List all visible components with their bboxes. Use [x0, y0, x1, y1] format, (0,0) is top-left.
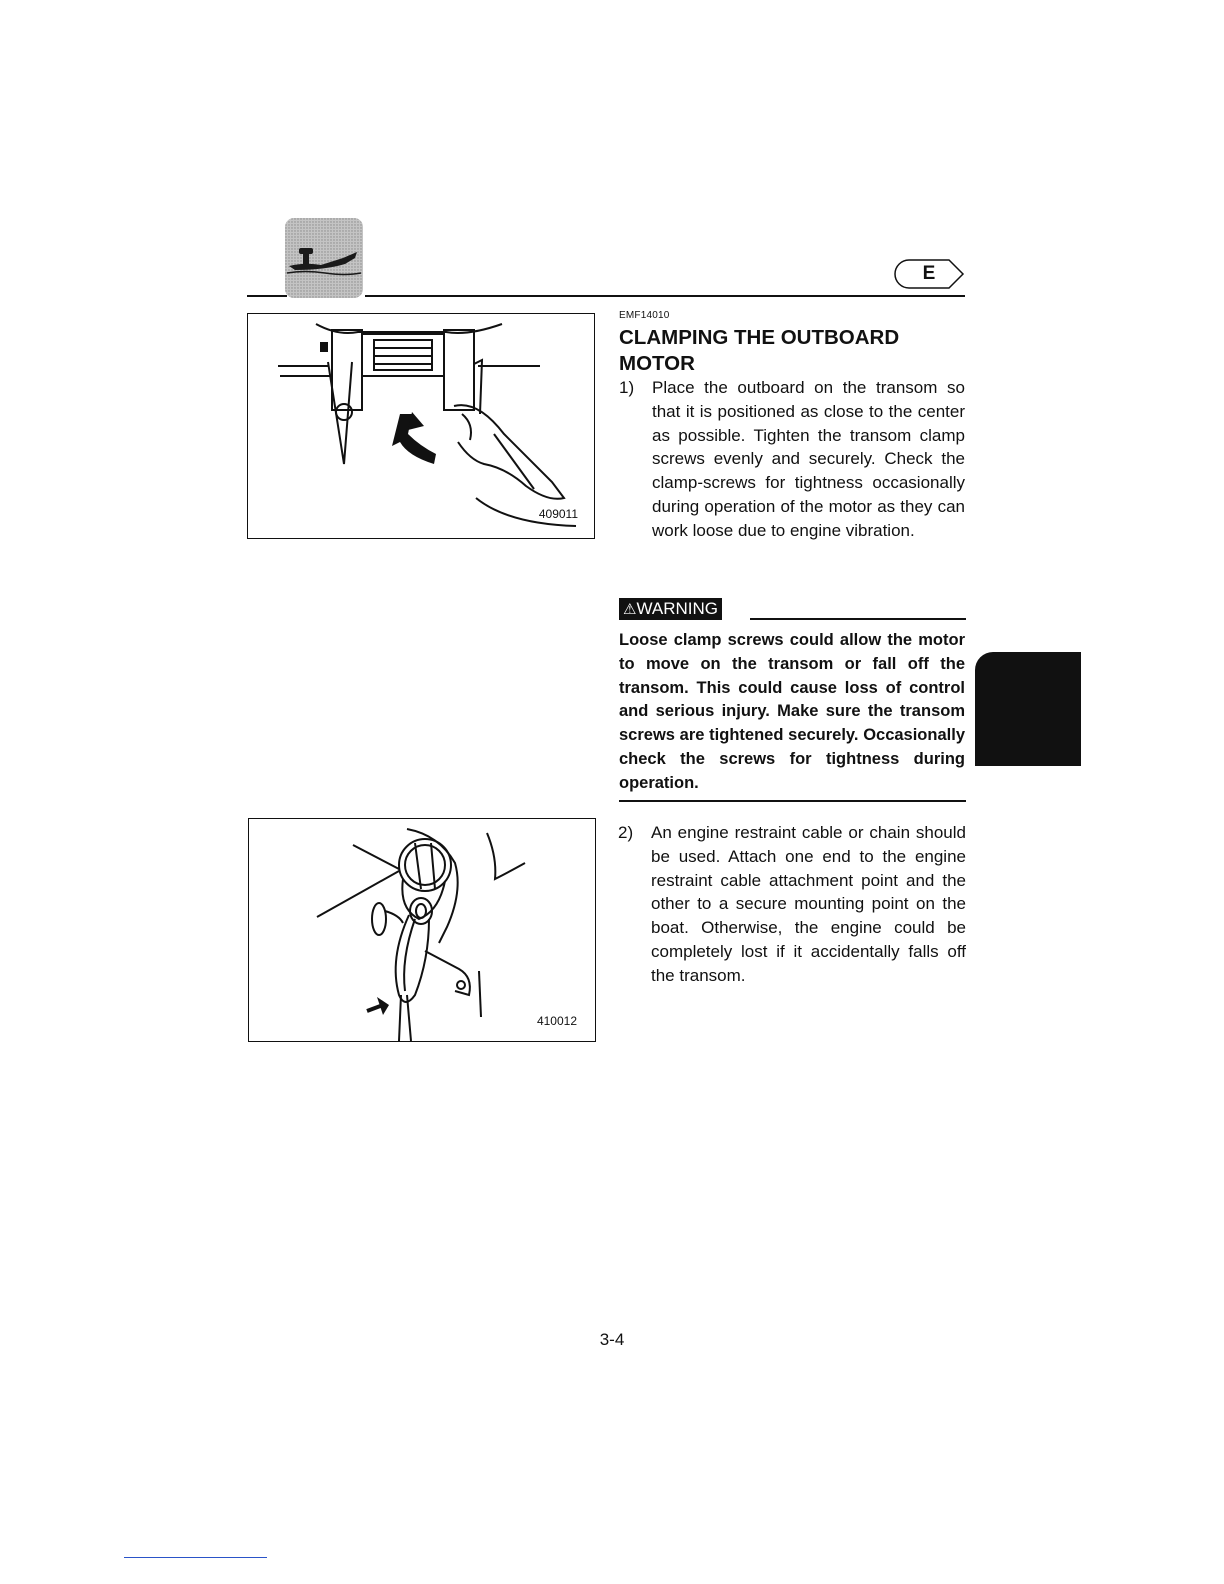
transom-clamp-illustration [248, 314, 594, 538]
section-code: EMF14010 [619, 310, 670, 321]
page-number: 3-4 [599, 1330, 625, 1349]
chapter-boat-icon [285, 218, 363, 298]
step-text: An engine restraint cable or chain should be used. Attach one end to the engine restraint cable attachment point and the other to a secure mounting point on the boat. Otherwise, the engine could be completely lost if it accidentally falls off the transom. [651, 823, 966, 985]
language-badge-label: E [922, 263, 936, 284]
step-1 [619, 376, 965, 543]
language-badge [893, 258, 965, 290]
header-rule [365, 295, 965, 297]
warning-rule [750, 618, 966, 620]
restraint-cable-figure [248, 818, 596, 1042]
warning-bottom-rule [619, 800, 966, 802]
warning-text: Loose clamp screws could allow the motor to move on the transom or fall off the transom. This could cause loss of control and serious injury. Make sure the transom screws are tightened securely. Occasionally check the screws for tightness during operation. [619, 631, 965, 792]
step-number: 1) [619, 378, 635, 397]
warning-label-text: WARNING [636, 599, 718, 618]
step-2 [618, 821, 966, 988]
figure-number: 410012 [536, 1014, 577, 1028]
chapter-tab [975, 652, 1081, 766]
transom-clamp-figure [247, 313, 595, 539]
figure-number: 409011 [538, 507, 578, 521]
section-title: CLAMPING THE OUTBOARD MOTOR [619, 326, 900, 375]
header-rule [247, 295, 287, 297]
warning-triangle-icon: ⚠ [623, 601, 637, 618]
step-number: 2) [618, 823, 634, 842]
warning-label [619, 598, 722, 620]
footer-line [124, 1557, 267, 1558]
restraint-cable-illustration [249, 819, 595, 1041]
step-text: Place the outboard on the transom so that it is positioned as close to the center as possible. Tighten the transom clamp screws evenly and securely. Check the clamp-screws for tightness occasionally during operation of the motor as they can work loose due to engine vibration. [652, 378, 965, 540]
